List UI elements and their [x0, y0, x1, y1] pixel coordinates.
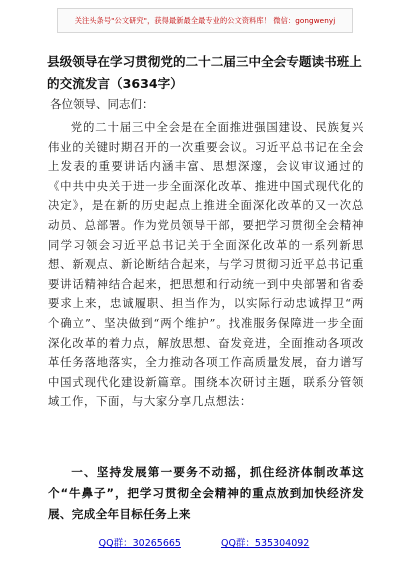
body-paragraph: 党的二十届三中全会是在全面推进强国建设、民族复兴伟业的关键时期召开的一次重要会议。习近平总书记在全会上发表的重要讲话内涵丰富、思想深邃，会议审议通过的《中共中央关于进一步全面深化改革、推进中国式现代化的决定》，是在新的历史起点上推进全面深化改革的又一次总动员、总部署。作为党员领导干部，要把学习贯彻全会精神同学习领会习近平总书记关于全面深化改革的一系列新思想、新观点、新论断结合起来，与学习贯彻习近平总书记重要讲话精神结合起来，把思想和行动统一到中央部署和省委要求上来，忠诚履职、担当作为，以实际行动忠诚捍卫“两个确立”、坚决做到“两个维护”。找准服务保障进一步全面深化改革的着力点，解放思想、奋发竞进，全面推动各项改革任务落地落实，全力推动各项工作高质量发展，奋力谱写中国式现代化建设新篇章。围绕本次研讨主题，联系分管领域工作，下面，与大家分享几点想法：: [48, 120, 364, 409]
footer: [0, 535, 408, 549]
document-title: 县级领导在学习贯彻党的二十二届三中全会专题读书班上的交流发言（3634字）: [47, 54, 362, 91]
qq-group-link-2[interactable]: QQ群：535304092: [220, 538, 310, 549]
section-heading: 一、坚持发展第一要务不动摇，抓住经济体制改革这个“牛鼻子”，把学习贯彻全会精神的重点放到加快经济发展、完成全年目标任务上来: [48, 465, 364, 521]
qq-group-link-1[interactable]: QQ群：30265665: [98, 538, 181, 549]
body-text: [48, 118, 364, 412]
salutation: 各位领导、同志们：: [50, 97, 154, 111]
header-banner: 关注头条号"公文研究"，获得最新最全最专业的公文资料库！ 微信：gongwenyj: [57, 8, 353, 33]
